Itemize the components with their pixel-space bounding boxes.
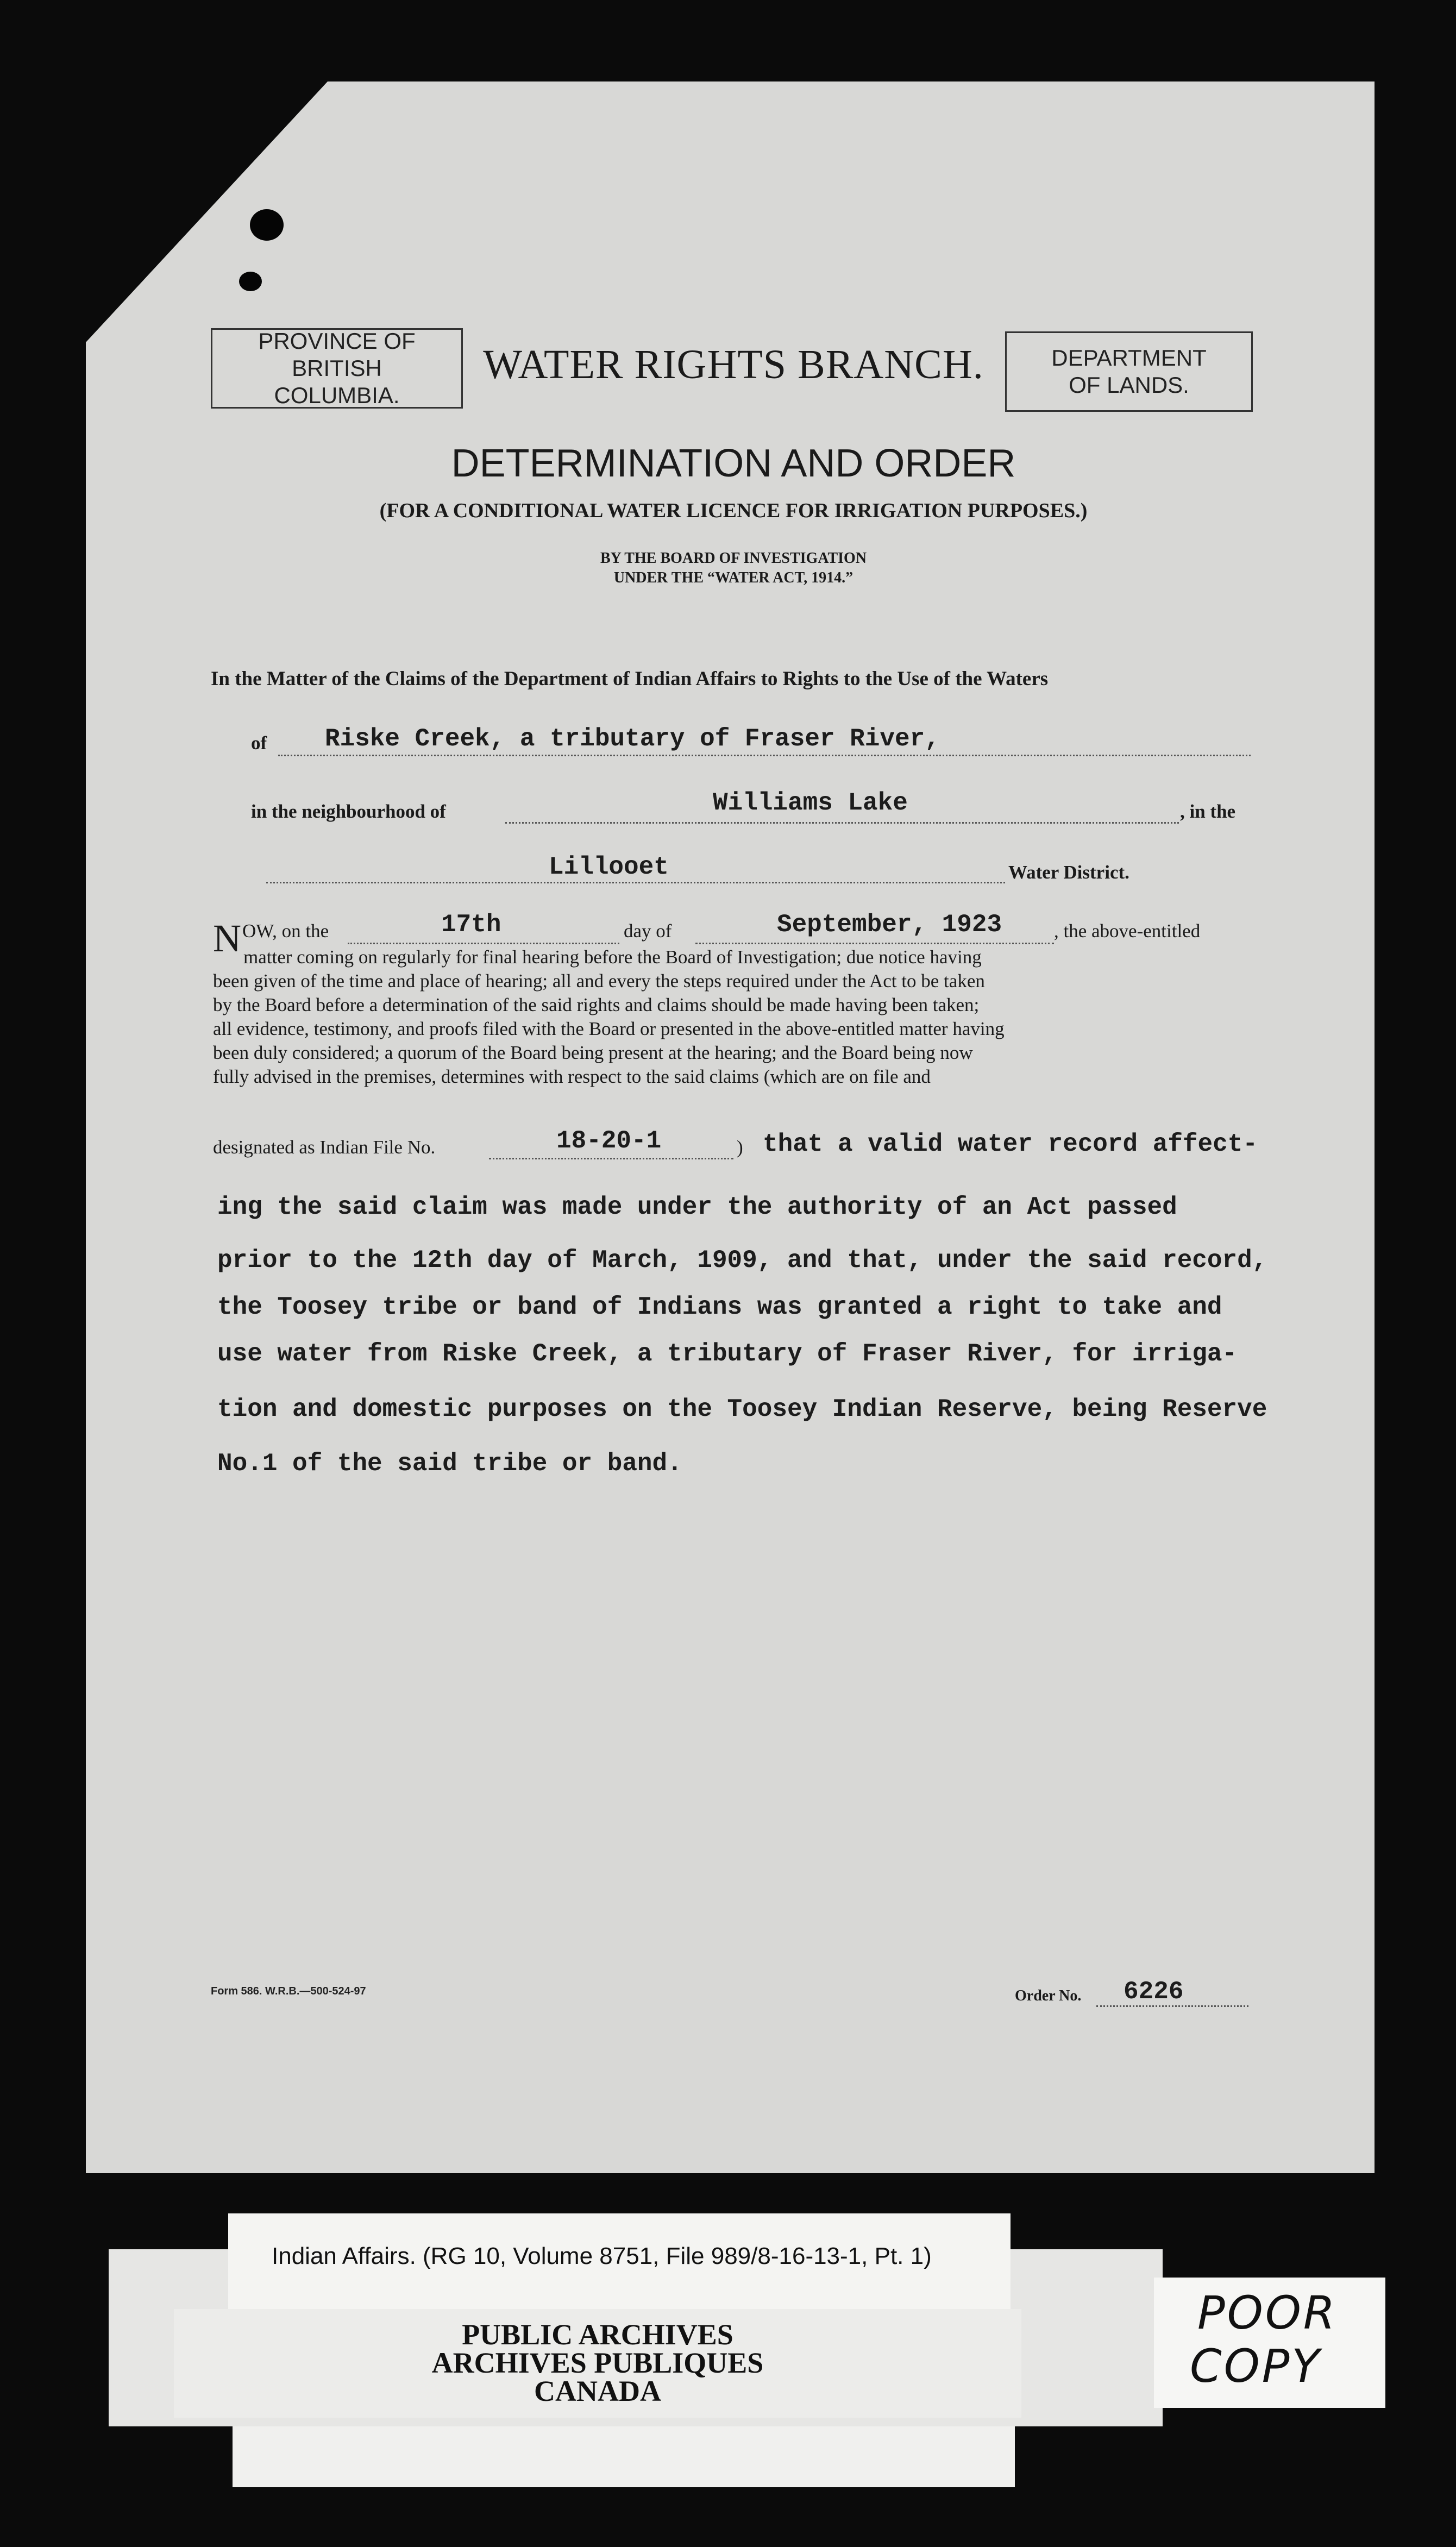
typed-line: tion and domestic purposes on the Toosey Indian Reserve, being Reserve — [217, 1395, 1267, 1423]
poor-copy-line-2: COPY — [1190, 2339, 1322, 2393]
neighbourhood-label: in the neighbourhood of — [251, 801, 446, 822]
board-line-2: UNDER THE “WATER ACT, 1914.” — [613, 569, 853, 586]
district-value: Lillooet — [549, 853, 669, 881]
now-dropcap: N — [213, 917, 241, 960]
form-number: Form 586. W.R.B.—500-524-97 — [211, 1985, 366, 1997]
document-subtitle: (FOR A CONDITIONAL WATER LICENCE FOR IRRIGATION PURPOSES.) — [379, 499, 1088, 522]
body-line: been given of the time and place of hearing; all and every the steps required under the Act to be taken — [213, 970, 985, 992]
district-underline — [266, 881, 1005, 883]
in-the-label: , in the — [1180, 801, 1236, 822]
waters-underline — [278, 754, 1251, 756]
province-text: PROVINCE OF BRITISH COLUMBIA. — [258, 328, 416, 408]
archive-stamp — [174, 2309, 1021, 2418]
typed-line: the Toosey tribe or band of Indians was granted a right to take and — [217, 1293, 1222, 1321]
archive-line-3: CANADA — [534, 2375, 661, 2407]
body-line: matter coming on regularly for final hearing before the Board of Investigation; due notice having — [243, 946, 982, 968]
file-value: 18-20-1 — [556, 1127, 662, 1155]
department-text: DEPARTMENT OF LANDS. — [1051, 345, 1207, 398]
district-label: Water District. — [1008, 862, 1129, 883]
branch-heading: WATER RIGHTS BRANCH. — [483, 342, 984, 387]
day-value: 17th — [441, 911, 501, 939]
department-box — [1005, 331, 1253, 412]
file-label: designated as Indian File No. — [213, 1137, 436, 1158]
poor-copy-line-1: POOR — [1197, 2286, 1338, 2339]
punch-hole — [239, 272, 262, 291]
body-paragraph — [213, 945, 1256, 1089]
after-date-text: , the above-entitled — [1054, 920, 1201, 942]
waters-value: Riske Creek, a tributary of Fraser River, — [325, 725, 940, 753]
day-of-label: day of — [624, 920, 672, 942]
file-underline — [489, 1157, 733, 1159]
province-box — [211, 328, 463, 409]
document-title: DETERMINATION AND ORDER — [451, 442, 1016, 485]
typed-line: ing the said claim was made under the authority of an Act passed — [217, 1193, 1177, 1221]
body-line: all evidence, testimony, and proofs filed with the Board or presented in the above-entitled matter having — [213, 1018, 1005, 1039]
body-line: been duly considered; a quorum of the Board being present at the hearing; and the Board being now — [213, 1042, 973, 1063]
punch-hole — [250, 209, 284, 241]
archive-bottom-strip — [233, 2426, 1015, 2487]
typed-line: No.1 of the said tribe or band. — [217, 1450, 682, 1478]
of-label: of — [251, 732, 267, 754]
order-label: Order No. — [1015, 1987, 1082, 2004]
typed-line: use water from Riske Creek, a tributary of Fraser River, for irriga- — [217, 1340, 1238, 1368]
month-underline — [695, 942, 1054, 944]
neighbourhood-underline — [505, 821, 1179, 824]
order-value: 6226 — [1124, 1978, 1184, 2006]
body-line: fully advised in the premises, determines with respect to the said claims (which are on file and — [213, 1066, 931, 1087]
body-line: by the Board before a determination of the said rights and claims should be made having been taken; — [213, 994, 980, 1015]
file-close: ) — [737, 1137, 743, 1158]
day-underline — [348, 942, 619, 944]
neighbourhood-value: Williams Lake — [713, 789, 908, 817]
archive-reference: Indian Affairs. (RG 10, Volume 8751, File 989/8-16-13-1, Pt. 1) — [272, 2243, 932, 2269]
typed-line: that a valid water record affect- — [763, 1130, 1258, 1158]
month-value: September, 1923 — [777, 911, 1002, 939]
poor-copy-note — [1154, 2278, 1385, 2408]
typed-line: prior to the 12th day of March, 1909, and that, under the said record, — [217, 1246, 1267, 1275]
archive-line-2: ARCHIVES PUBLIQUES — [431, 2347, 764, 2379]
now-text: OW, on the — [242, 920, 329, 942]
board-line-1: BY THE BOARD OF INVESTIGATION — [600, 550, 867, 567]
archive-reference-label — [228, 2213, 1011, 2311]
archive-line-1: PUBLIC ARCHIVES — [462, 2318, 733, 2351]
matter-intro: In the Matter of the Claims of the Department of Indian Affairs to Rights to the Use of the Waters — [211, 668, 1049, 690]
